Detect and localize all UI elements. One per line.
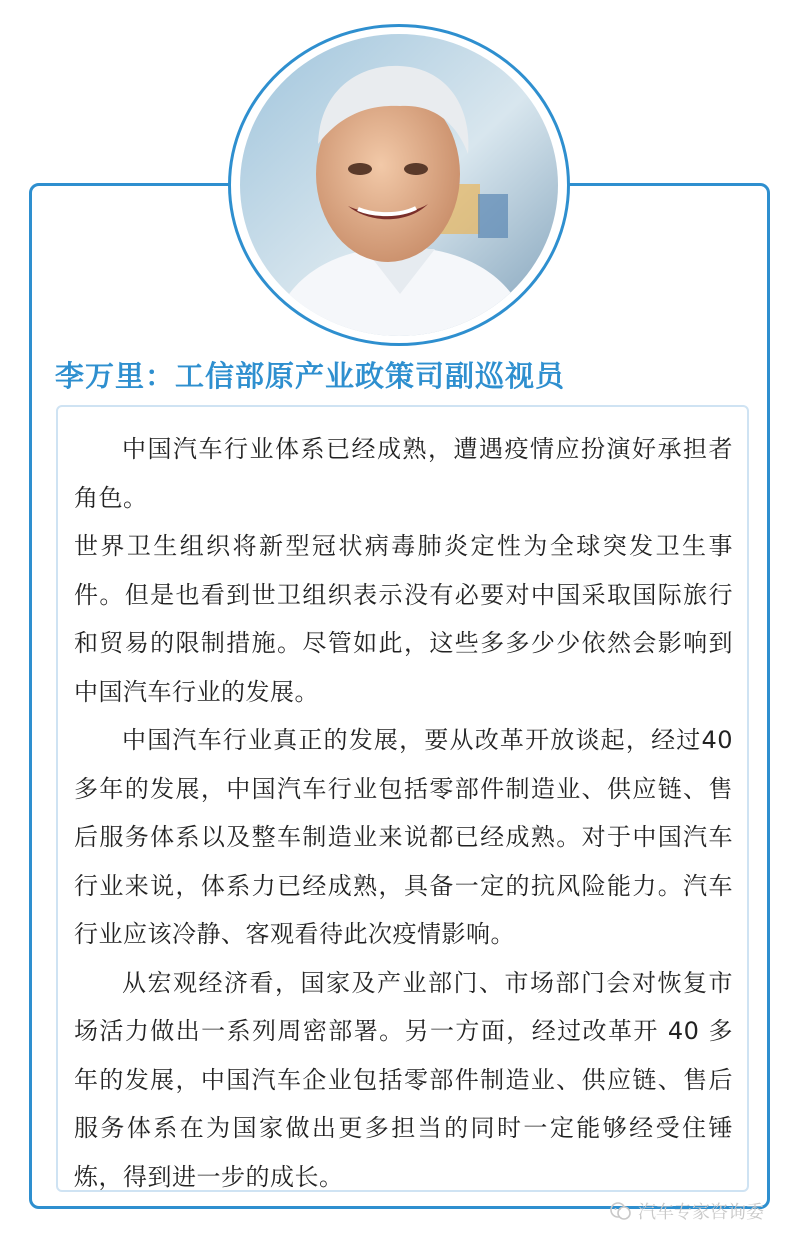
article-text-box bbox=[56, 405, 749, 1192]
wechat-official-account-icon bbox=[610, 1200, 632, 1222]
article-paragraph: 中国汽车行业体系已经成熟，遭遇疫情应扮演好承担者角色。 bbox=[74, 435, 733, 512]
article-paragraph: 世界卫生组织将新型冠状病毒肺炎定性为全球突发卫生事件。但是也看到世卫组织表示没有必要对中国采取国际旅行和贸易的限制措施。尽管如此，这些多多少少依然会影响到中国汽车行业的发展。 bbox=[74, 532, 733, 706]
watermark bbox=[610, 1196, 764, 1226]
article-paragraph: 中国汽车行业真正的发展，要从改革开放谈起，经过40 多年的发展，中国汽车行业包括零部件制造业、供应链、售后服务体系以及整车制造业来说都已经成熟。对于中国汽车行业来说，体系力已经成熟，具备一定的抗风险能力。汽车行业应该冷静、客观看待此次疫情影响。 bbox=[74, 726, 733, 948]
profile-title: 李万里：工信部原产业政策司副巡视员 bbox=[55, 359, 566, 393]
watermark-text: 汽车专家咨询委 bbox=[638, 1202, 764, 1223]
article-paragraph: 从宏观经济看，国家及产业部门、市场部门会对恢复市场活力做出一系列周密部署。另一方面，经过改革开 40 多年的发展，中国汽车企业包括零部件制造业、供应链、售后服务体系在为国家做出更多担当的同时一定能够经受住锤炼，得到进一步的成长。 bbox=[74, 968, 733, 1191]
portrait-photo bbox=[240, 34, 558, 336]
